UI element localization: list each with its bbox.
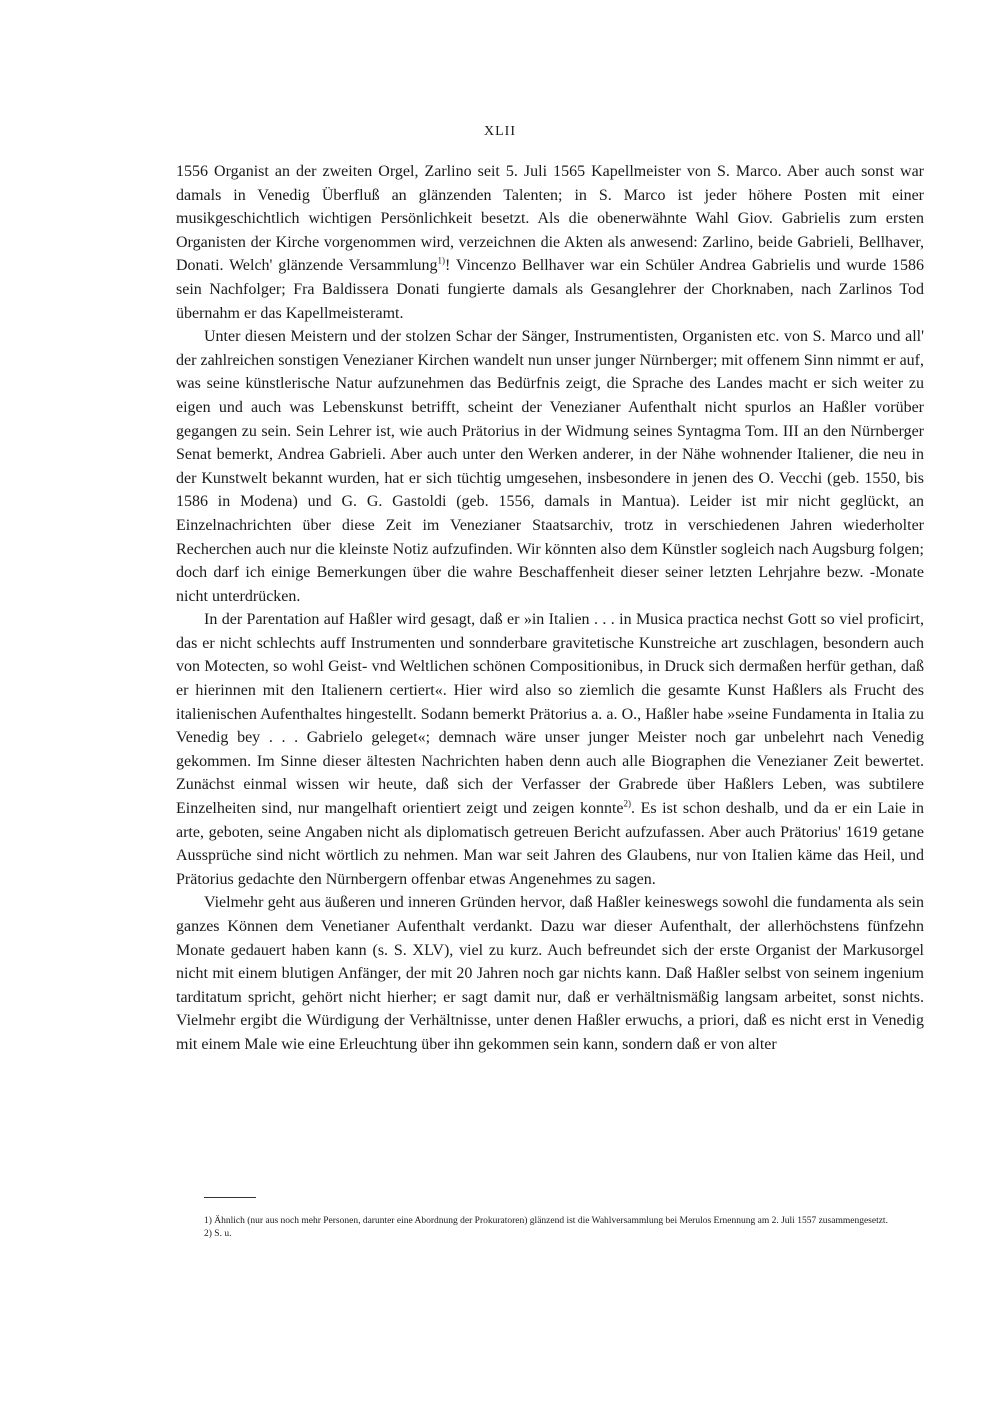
paragraph-1-text-continued: ! Vincenzo Bellhaver war ein Schüler Andrea Gabrielis und wurde 1586 sein Nachfolger; Fra Baldissera Donati fungierte damals als Gesanglehrer der Chorknaben, nach Zarlinos Tod übernahm er das Kapellmeisteramt. <box>176 257 924 322</box>
footnotes <box>176 1215 924 1241</box>
footnote-divider <box>204 1197 256 1198</box>
paragraph-3-text-continued: . Es ist schon deshalb, und da er ein Laie in arte, geboten, seine Angaben nicht als diplomatisch getreuen Bericht aufzufassen. Aber auch Prätorius' 1619 getane Aussprüche sind nicht wörtlich zu nehmen. Man war seit Jahren des Glaubens, nur von Italien käme das Heil, und Prätorius gedachte den Nürnbergern offenbar etwas Angenehmes zu sagen. <box>176 800 924 888</box>
footnote-ref-2: 2) <box>623 798 632 809</box>
paragraph-1 <box>176 160 924 325</box>
footnote-1: 1) Ähnlich (nur aus noch mehr Personen, darunter eine Abordnung der Prokuratoren) glänzend ist die Wahlversammlung bei Merulos Ernennung am 2. Juli 1557 zusammengesetzt. <box>204 1216 888 1226</box>
footnote-ref-1: 1) <box>437 256 445 267</box>
paragraph-4: Vielmehr geht aus äußeren und inneren Gründen hervor, daß Haßler keineswegs sowohl die fundamenta als sein ganzes Können dem Venetianer Aufenthalt verdankt. Dazu war dieser Aufenthalt, der allerhöchstens fünfzehn Monate gedauert haben kann (s. S. XLV), viel zu kurz. Auch befreundet sich der erste Organist der Markusorgel nicht mit einem blutigen Anfänger, der mit 20 Jahren noch gar nichts kann. Daß Haßler selbst von seinem ingenium tarditatum spricht, gehört nicht hierher; er sagt damit nur, daß er verhältnismäßig langsam arbeitet, sonst nichts. Vielmehr ergibt die Würdigung der Verhältnisse, unter denen Haßler erwuchs, a priori, daß es nicht erst in Venedig mit einem Male wie eine Erleuchtung über ihn gekommen sein kann, sondern daß er von alter <box>176 894 924 1053</box>
paragraph-1-text: 1556 Organist an der zweiten Orgel, Zarlino seit 5. Juli 1565 Kapellmeister von S. Marco. Aber auch sonst war damals in Venedig Überfluß an glänzenden Talenten; in S. Marco ist jeder höhere Posten mit einer musikgeschichtlich wichtigen Persönlichkeit besetzt. Als die obenerwähnte Wahl Giov. Gabrielis zum ersten Organisten der Kirche vorgenommen wird, verzeichnen die Akten als anwesend: Zarlino, beide Gabrieli, Bellhaver, Donati. Welch' glänzende Versammlung <box>176 163 924 275</box>
paragraph-3-text: In der Parentation auf Haßler wird gesagt, daß er »in Italien . . . in Musica practica nechst Gott so viel proficirt, das er nicht schlechts auff Instrumenten und sonnderbare gravitetische Kunstreiche art zuschlagen, besondern auch von Motecten, so wohl Geist- vnd Weltlichen schönen Compositionibus, in Druck sich dermaßen herfür gethan, daß er hierinnen mit den Italienern certiert«. Hier wird also so ziemlich die gesamte Kunst Haßlers als Frucht des italienischen Aufenthaltes hingestellt. Sodann bemerkt Prätorius a. a. O., Haßler habe »seine Fundamenta in Italia zu Venedig bey . . . Gabrielo geleget«; demnach wäre unser junger Meister noch gar unbelehrt nach Venedig gekommen. Im Sinne dieser ältesten Nachrichten haben denn auch alle Biographen die Venezianer Zeit bewertet. Zunächst einmal wissen wir heute, daß sich der Verfasser der Grabrede über Haßlers Leben, was subtilere Einzelheiten sind, nur mangelhaft orientiert zeigt und zeigen konnte <box>176 611 924 818</box>
paragraph-2: Unter diesen Meistern und der stolzen Schar der Sänger, Instrumentisten, Organisten etc. von S. Marco und all' der zahlreichen sonstigen Venezianer Kirchen wandelt nun unser junger Nürnberger; mit offenem Sinn nimmt er auf, was seine künstlerische Natur aufzunehmen das Bedürfnis zeigt, die Sprache des Landes macht er sich weiter zu eigen und auch was Lebenskunst betrifft, scheint der Venezianer Aufenthalt nicht spurlos an Haßler vorüber gegangen zu sein. Sein Lehrer ist, wie auch Prätorius in der Widmung seines Syntagma Tom. III an den Nürnberger Senat bemerkt, Andrea Gabrieli. Aber auch unter den Werken anderer, in der Nähe wohnender Italiener, die neu in der Kunstwelt bekannt wurden, hat er sich tüchtig umgesehen, insbesondere in jenen des O. Vecchi (geb. 1550, bis 1586 in Modena) und G. G. Gastoldi (geb. 1556, damals in Mantua). Leider ist mir nicht geglückt, an Einzelnachrichten über diese Zeit im Venezianer Staatsarchiv, trotz in verschiedenen Jahren wiederholter Recherchen auch nur die kleinste Notiz aufzufinden. Wir könnten also dem Künstler sogleich nach Augsburg folgen; doch darf ich einige Bemerkungen über die wahre Beschaffenheit dieser seiner letzten Lehrjahre bezw. -Monate nicht unterdrücken. <box>176 328 924 605</box>
footnote-2: 2) S. u. <box>204 1229 232 1239</box>
body-text <box>176 160 924 1057</box>
page-number: XLII <box>484 124 516 139</box>
paragraph-3 <box>176 608 924 891</box>
